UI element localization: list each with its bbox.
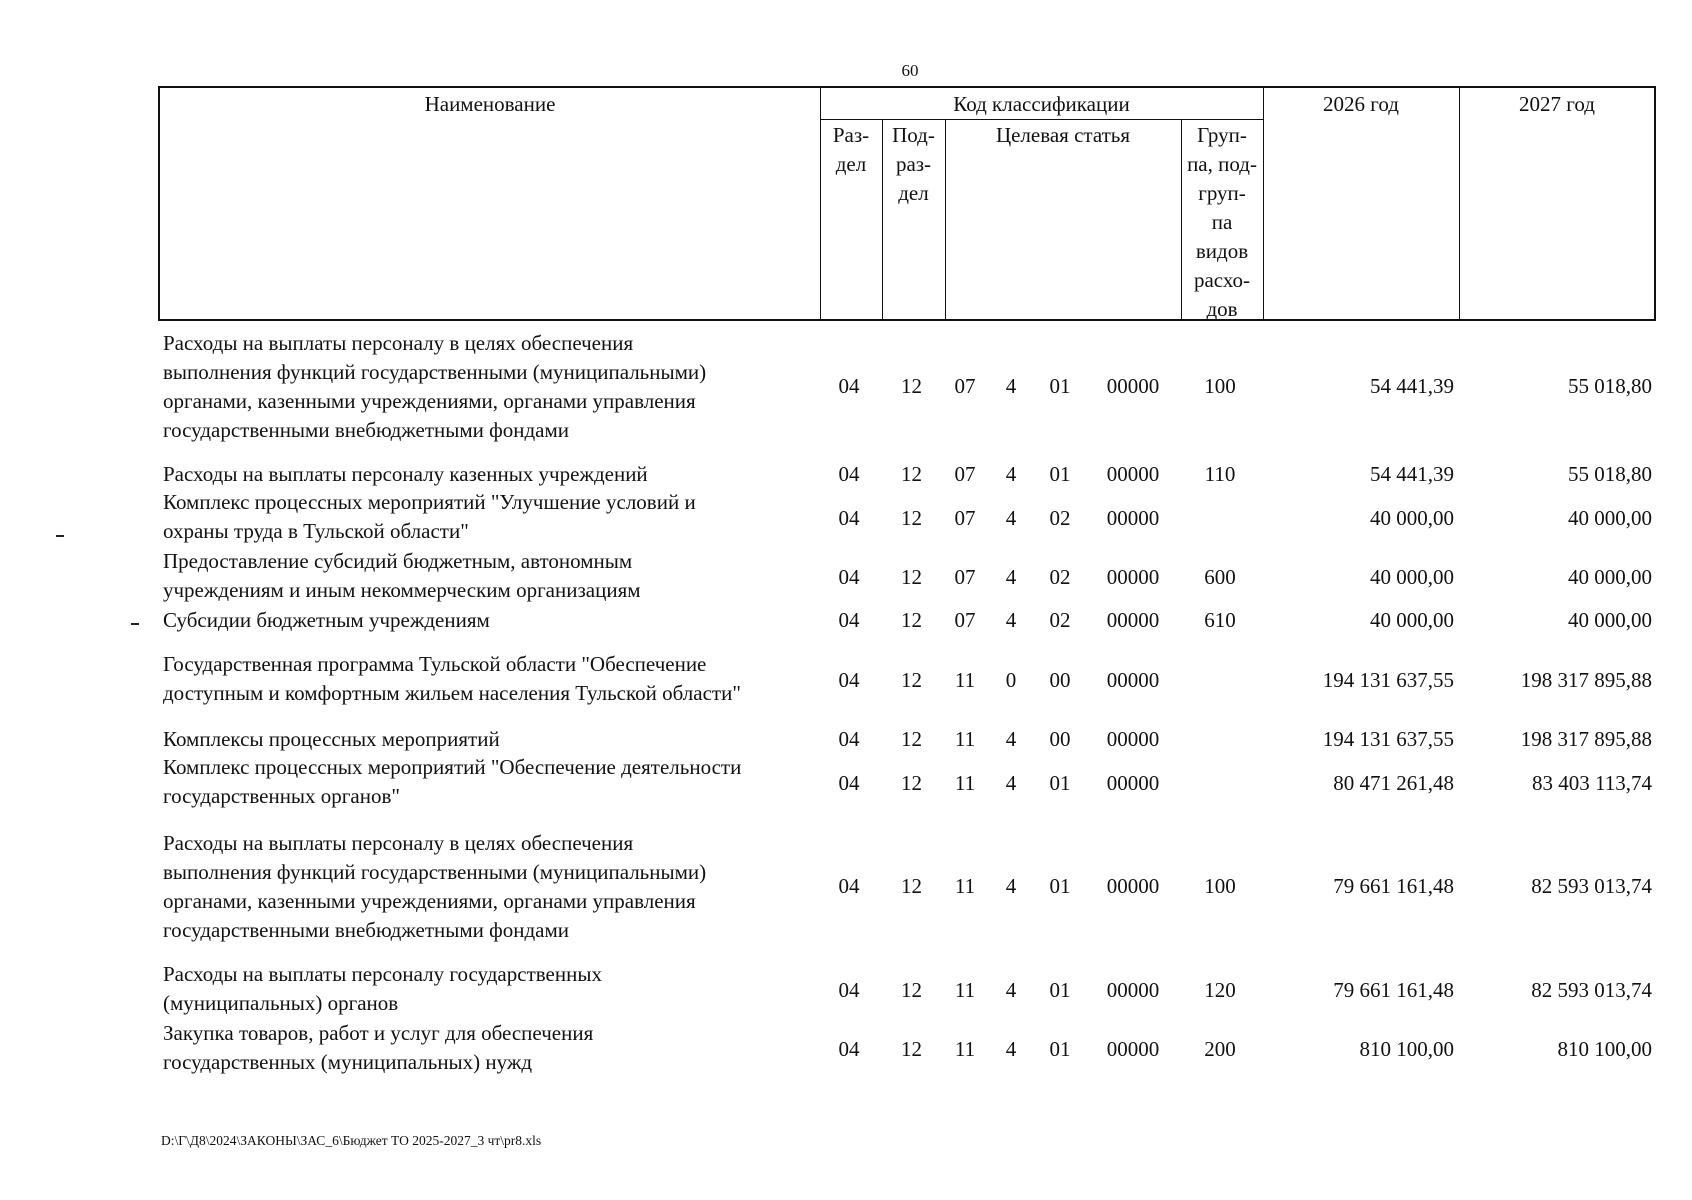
expense-group-cell: 200 — [1204, 1037, 1236, 1061]
header-gruppa-line: па, под- — [1187, 152, 1257, 176]
target-complex-cell: 01 — [1049, 462, 1071, 486]
amount-2027-cell: 55 018,80 — [1568, 374, 1652, 398]
target-program-cell: 07 — [954, 462, 976, 486]
expense-name-cell: Предоставление субсидий бюджетным, автономным учреждениям и иным некоммерческим организациям — [163, 549, 641, 602]
header-celevaya: Целевая статья — [995, 123, 1131, 147]
header-name: Наименование — [424, 92, 556, 116]
margin-mark — [131, 623, 139, 625]
expense-name-cell: Расходы на выплаты персоналу казенных учреждений — [163, 462, 648, 486]
target-type-cell: 4 — [1005, 565, 1017, 589]
target-program-cell: 07 — [954, 506, 976, 530]
amount-2026-cell: 40 000,00 — [1370, 506, 1454, 530]
target-program-cell: 07 — [954, 374, 976, 398]
podrazdel-cell: 12 — [901, 608, 922, 632]
target-direction-cell: 00000 — [1106, 978, 1160, 1002]
amount-2026-cell: 79 661 161,48 — [1333, 978, 1454, 1002]
header-podrazdel-line: раз- — [895, 152, 932, 176]
expense-name-cell: Расходы на выплаты персоналу в целях обеспечения выполнения функций государственными (муниципальными) органами, казенными учреждениями, органами управления государственными внебюджетными фондами — [163, 331, 707, 442]
target-type-cell: 4 — [1005, 506, 1017, 530]
razdel-cell: 04 — [838, 668, 860, 692]
expense-name-cell: Комплекс процессных мероприятий "Улучшение условий и охраны труда в Тульской области" — [163, 490, 696, 543]
target-complex-cell: 01 — [1049, 978, 1071, 1002]
podrazdel-cell: 12 — [901, 771, 922, 795]
expense-name-cell: Комплекс процессных мероприятий "Обеспечение деятельности государственных органов" — [163, 755, 742, 808]
header-podrazdel-line: дел — [898, 181, 929, 205]
target-direction-cell: 00000 — [1106, 565, 1160, 589]
podrazdel-cell: 12 — [901, 462, 922, 486]
margin-mark — [56, 535, 64, 537]
amount-2027-cell: 40 000,00 — [1568, 565, 1652, 589]
target-complex-cell: 01 — [1049, 374, 1071, 398]
target-program-cell: 07 — [954, 565, 976, 589]
podrazdel-cell: 12 — [901, 978, 922, 1002]
razdel-cell: 04 — [838, 978, 860, 1002]
header-razdel-line: Раз- — [832, 123, 870, 147]
target-complex-cell: 02 — [1049, 506, 1071, 530]
target-direction-cell: 00000 — [1106, 874, 1160, 898]
amount-2026-cell: 194 131 637,55 — [1322, 668, 1454, 692]
expense-group-cell: 600 — [1204, 565, 1236, 589]
target-direction-cell: 00000 — [1106, 668, 1160, 692]
target-direction-cell: 00000 — [1106, 506, 1160, 530]
target-type-cell: 4 — [1005, 874, 1017, 898]
podrazdel-cell: 12 — [901, 727, 922, 751]
header-year-2026: 2026 год — [1323, 92, 1399, 116]
header-gruppa-line: расхо- — [1193, 268, 1251, 292]
razdel-cell: 04 — [838, 374, 860, 398]
target-program-cell: 07 — [954, 608, 976, 632]
target-program-cell: 11 — [954, 727, 976, 751]
amount-2027-cell: 82 593 013,74 — [1531, 978, 1652, 1002]
header-gruppa-line: Груп- — [1197, 123, 1247, 147]
razdel-cell: 04 — [838, 565, 860, 589]
amount-2026-cell: 54 441,39 — [1370, 374, 1454, 398]
podrazdel-cell: 12 — [901, 668, 922, 692]
expense-group-cell: 100 — [1204, 874, 1236, 898]
target-complex-cell: 00 — [1049, 668, 1071, 692]
target-direction-cell: 00000 — [1106, 1037, 1160, 1061]
target-complex-cell: 01 — [1049, 874, 1071, 898]
expense-name-cell: Расходы на выплаты персоналу в целях обеспечения выполнения функций государственными (муниципальными) органами, казенными учреждениями, органами управления государственными внебюджетными фондами — [163, 831, 707, 942]
target-direction-cell: 00000 — [1106, 462, 1160, 486]
amount-2026-cell: 80 471 261,48 — [1333, 771, 1454, 795]
header-razdel — [820, 121, 882, 179]
target-type-cell: 4 — [1005, 374, 1017, 398]
expense-name-cell: Субсидии бюджетным учреждениям — [163, 608, 490, 632]
header-gruppa — [1181, 121, 1263, 324]
target-complex-cell: 01 — [1049, 1037, 1071, 1061]
expense-group-cell: 120 — [1204, 978, 1236, 1002]
razdel-cell: 04 — [838, 874, 860, 898]
podrazdel-cell: 12 — [901, 506, 922, 530]
amount-2027-cell: 55 018,80 — [1568, 462, 1652, 486]
header-gruppa-line: па — [1211, 210, 1233, 234]
expense-name-cell: Государственная программа Тульской области "Обеспечение доступным и комфортным жильем населения Тульской области" — [163, 652, 741, 705]
amount-2027-cell: 82 593 013,74 — [1531, 874, 1652, 898]
target-direction-cell: 00000 — [1106, 608, 1160, 632]
razdel-cell: 04 — [838, 771, 860, 795]
target-complex-cell: 01 — [1049, 771, 1071, 795]
target-type-cell: 4 — [1005, 462, 1017, 486]
target-type-cell: 4 — [1005, 978, 1017, 1002]
target-direction-cell: 00000 — [1106, 374, 1160, 398]
razdel-cell: 04 — [838, 608, 860, 632]
target-direction-cell: 00000 — [1106, 727, 1160, 751]
target-program-cell: 11 — [954, 668, 976, 692]
header-podrazdel-line: Под- — [892, 123, 935, 147]
target-program-cell: 11 — [954, 874, 976, 898]
file-path-footer: D:\Г\Д8\2024\ЗАКОНЫ\ЗАС_6\Бюджет ТО 2025-2027_3 чт\pr8.xls — [161, 1133, 542, 1148]
amount-2027-cell: 40 000,00 — [1568, 608, 1652, 632]
target-complex-cell: 02 — [1049, 608, 1071, 632]
amount-2026-cell: 54 441,39 — [1370, 462, 1454, 486]
razdel-cell: 04 — [838, 1037, 860, 1061]
amount-2026-cell: 810 100,00 — [1359, 1037, 1454, 1061]
razdel-cell: 04 — [838, 727, 860, 751]
podrazdel-cell: 12 — [901, 565, 922, 589]
expense-name-cell: Комплексы процессных мероприятий — [163, 727, 500, 751]
expense-name-cell: Расходы на выплаты персоналу государственных (муниципальных) органов — [163, 962, 602, 1015]
amount-2026-cell: 40 000,00 — [1370, 608, 1454, 632]
amount-2026-cell: 40 000,00 — [1370, 565, 1454, 589]
expense-group-cell: 610 — [1204, 608, 1236, 632]
podrazdel-cell: 12 — [901, 874, 922, 898]
target-complex-cell: 02 — [1049, 565, 1071, 589]
target-program-cell: 11 — [954, 771, 976, 795]
header-gruppa-line: дов — [1206, 297, 1238, 321]
header-gruppa-line: видов — [1195, 239, 1249, 263]
header-podrazdel — [882, 121, 945, 208]
razdel-cell: 04 — [838, 462, 860, 486]
target-type-cell: 4 — [1005, 1037, 1017, 1061]
target-type-cell: 4 — [1005, 727, 1017, 751]
amount-2026-cell: 79 661 161,48 — [1333, 874, 1454, 898]
amount-2027-cell: 83 403 113,74 — [1532, 771, 1652, 795]
expense-name-cell: Закупка товаров, работ и услуг для обеспечения государственных (муниципальных) нужд — [163, 1021, 594, 1074]
header-gruppa-line: груп- — [1198, 181, 1246, 205]
header-year-2027: 2027 год — [1519, 92, 1595, 116]
target-program-cell: 11 — [954, 978, 976, 1002]
amount-2027-cell: 198 317 895,88 — [1520, 727, 1652, 751]
podrazdel-cell: 12 — [901, 374, 922, 398]
target-type-cell: 4 — [1005, 608, 1017, 632]
amount-2027-cell: 810 100,00 — [1557, 1037, 1652, 1061]
header-razdel-line: дел — [835, 152, 867, 176]
expense-group-cell: 110 — [1204, 462, 1236, 486]
podrazdel-cell: 12 — [901, 1037, 922, 1061]
target-type-cell: 4 — [1005, 771, 1017, 795]
table-header — [158, 86, 1656, 321]
target-direction-cell: 00000 — [1106, 771, 1160, 795]
page-number: 60 — [901, 61, 919, 80]
target-complex-cell: 00 — [1049, 727, 1071, 751]
amount-2026-cell: 194 131 637,55 — [1322, 727, 1454, 751]
amount-2027-cell: 40 000,00 — [1568, 506, 1652, 530]
target-type-cell: 0 — [1005, 668, 1017, 692]
header-classification: Код классификации — [953, 92, 1130, 116]
razdel-cell: 04 — [838, 506, 860, 530]
amount-2027-cell: 198 317 895,88 — [1520, 668, 1652, 692]
target-program-cell: 11 — [954, 1037, 976, 1061]
expense-group-cell: 100 — [1204, 374, 1236, 398]
